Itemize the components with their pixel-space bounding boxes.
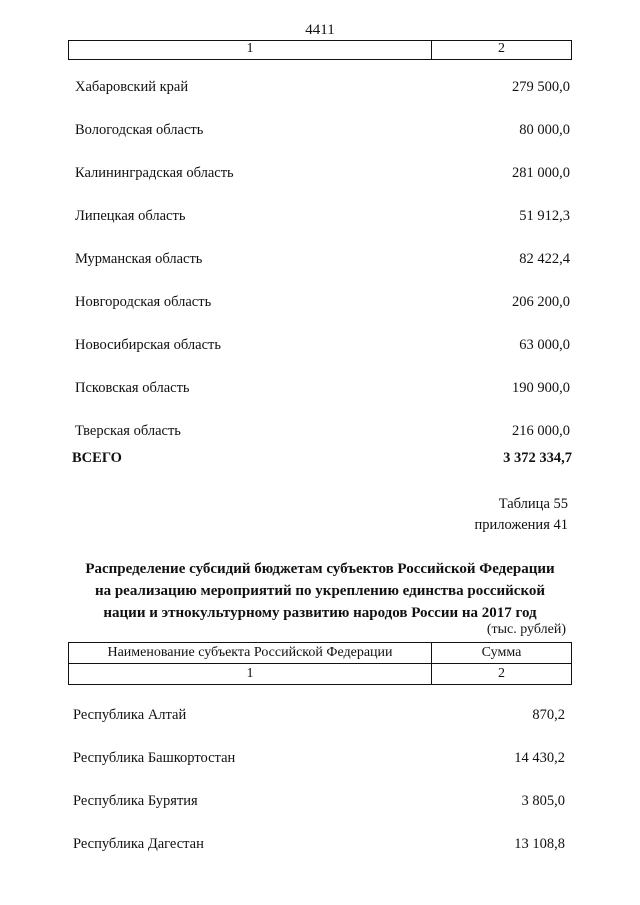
total-amount: 3 372 334,7	[503, 450, 572, 466]
region-amount: 13 108,8	[514, 836, 565, 852]
appendix-number: приложения 41	[474, 517, 568, 533]
table-row	[75, 122, 570, 139]
header-subject-name: Наименование субъекта Российской Федерации	[69, 643, 432, 663]
region-amount: 3 805,0	[521, 793, 565, 809]
table-row	[73, 750, 565, 767]
table1-col1-number: 1	[69, 41, 432, 59]
table2-col1-number: 1	[69, 664, 432, 684]
title-line: нации и этнокультурному развитию народов России на 2017 год	[103, 605, 537, 621]
region-name: Тверская область	[75, 423, 181, 439]
region-amount: 63 000,0	[519, 337, 570, 353]
table2-header-row	[69, 643, 571, 663]
table-row	[75, 337, 570, 354]
table-row	[75, 79, 570, 96]
table-row	[75, 208, 570, 225]
region-name: Республика Дагестан	[73, 836, 204, 852]
table-row	[73, 836, 565, 853]
table2-col2-number: 2	[498, 666, 505, 681]
region-name: Вологодская область	[75, 122, 204, 138]
region-amount: 281 000,0	[512, 165, 570, 181]
region-name: Мурманская область	[75, 251, 203, 267]
table-row	[75, 423, 570, 440]
total-row	[72, 450, 572, 467]
table-number: Таблица 55	[498, 496, 568, 512]
region-name: Новосибирская область	[75, 337, 221, 353]
table1-col2-number: 2	[498, 41, 505, 56]
title-line: на реализацию мероприятий по укреплению единства российской	[94, 583, 546, 599]
region-amount: 190 900,0	[512, 380, 570, 396]
table-reference	[475, 494, 568, 536]
section-title	[60, 558, 580, 624]
title-line: Распределение субсидий бюджетам субъектов Российской Федерации	[85, 561, 555, 577]
table1-header	[68, 40, 572, 60]
region-name: Хабаровский край	[75, 79, 189, 95]
region-amount: 82 422,4	[519, 251, 570, 267]
region-name: Псковская область	[75, 380, 190, 396]
table2-header	[68, 642, 572, 685]
region-name: Республика Башкортостан	[73, 750, 236, 766]
region-amount: 80 000,0	[519, 122, 570, 138]
table2-number-row	[69, 663, 571, 684]
region-amount: 216 000,0	[512, 423, 570, 439]
table-row	[75, 380, 570, 397]
total-label: ВСЕГО	[72, 450, 122, 466]
region-amount: 206 200,0	[512, 294, 570, 310]
page-number: 4411	[305, 22, 335, 38]
region-amount: 870,2	[532, 707, 565, 723]
region-name: Калининградская область	[75, 165, 234, 181]
region-name: Республика Алтай	[73, 707, 187, 723]
units-label: (тыс. рублей)	[486, 622, 566, 637]
region-name: Липецкая область	[75, 208, 186, 224]
region-amount: 279 500,0	[512, 79, 570, 95]
header-sum: Сумма	[481, 645, 522, 660]
table-row	[75, 251, 570, 268]
region-name: Республика Бурятия	[73, 793, 198, 809]
region-amount: 51 912,3	[519, 208, 570, 224]
region-amount: 14 430,2	[514, 750, 565, 766]
table-row	[73, 707, 565, 724]
region-name: Новгородская область	[75, 294, 212, 310]
table-row	[75, 165, 570, 182]
table-row	[73, 793, 565, 810]
table-row	[75, 294, 570, 311]
